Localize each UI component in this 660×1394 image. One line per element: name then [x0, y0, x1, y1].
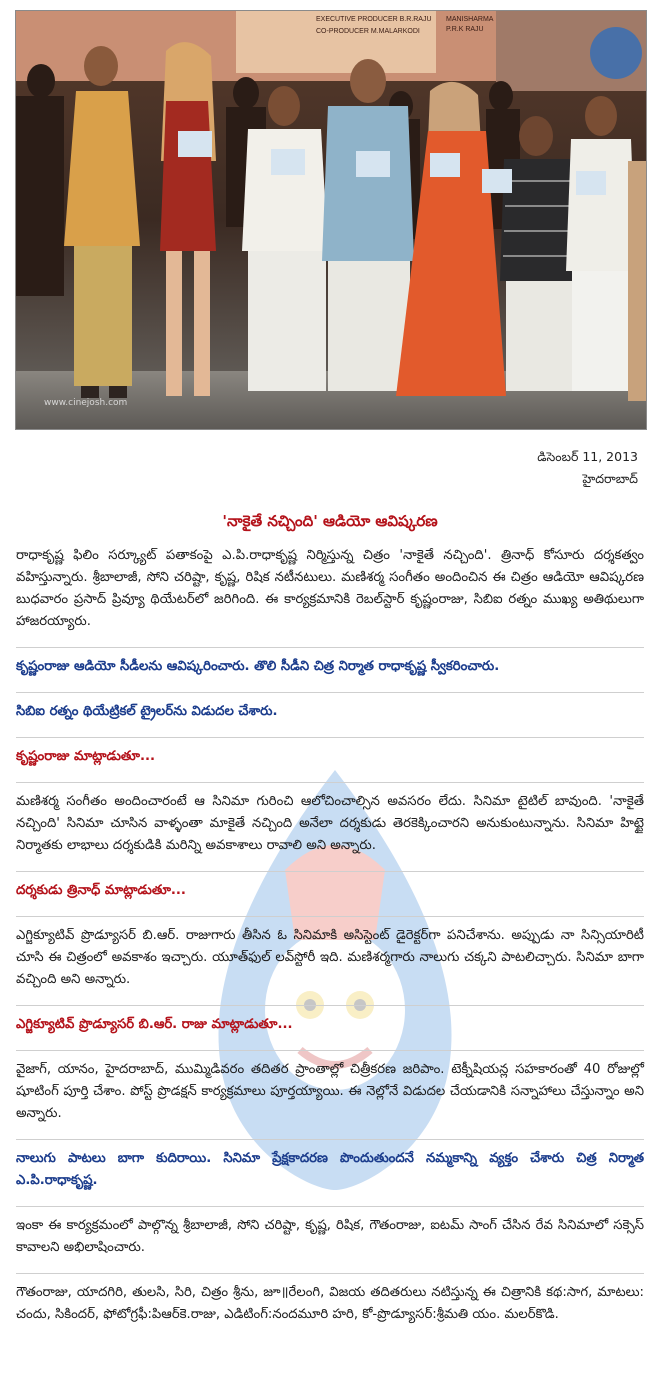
photo-watermark: www.cinejosh.com: [44, 398, 128, 408]
dateline: [537, 446, 638, 490]
article-paragraph-credits: గౌతంరాజు, యాదగిరి, తులసి, సిరి, చిత్రం శ్రీను, జూ॥రేలంగి, విజయ తదితరులు నటిస్తున్న ఈ చిత్రానికి కథ:సాగ, మాటలు: చందు, సికిందర్, ఫోటోగ్రఫీ:పిఆర్‌కె.రాజు, ఎడిటింగ్:నందమూరి హరి, కో-ప్రొడ్యూసర్:శ్రీమతి యం. మలర్‌కొడి.: [16, 1273, 644, 1326]
article-paragraph-songs: నాలుగు పాటలు బాగా కుదిరాయి. సినిమా ప్రేక్షకాదరణ పొందుతుందనే నమ్మకాన్ని వ్యక్తం చేశారు చిత్ర నిర్మాత ఎ.పి.రాధాకృష్ణ.: [16, 1139, 644, 1192]
speech-krishnamraju: మణిశర్మ సంగీతం అందించారంటే ఆ సినిమా గురించి ఆలోచించాల్సిన అవసరం లేదు. సినిమా టైటిల్ బావుంది. 'నాకైతే నచ్చింది' సినిమా చూసిన వాళ్ళంతా మాకైతే నచ్చింది అనేలా దర్శకుడు తెరకెక్కించారని అనుకుంటున్నాను. సినిమా హిట్టై నిర్మాతకు లాభాలు దర్శకుడికి మరిన్ని అవకాశాలు రావాలి అని అన్నారు.: [16, 782, 644, 857]
article-paragraph-intro: రాధాకృష్ణ ఫిలిం సర్క్యూట్ పతాకంపై ఎ.పి.రాధాకృష్ణ నిర్మిస్తున్న చిత్రం 'నాకైతే నచ్చింది'. త్రినాధ్ కోసూరు దర్శకత్వం వహిస్తున్నారు. శ్రీబాలాజీ, సోని చరిష్టా, కృష్ణ, రిషిక నటీనటులు. మణిశర్మ సంగీతం అందించిన ఈ చిత్రం ఆడియో ఆవిష్కరణ బుధవారం ప్రసాద్ ప్రివ్యూ థియేటర్‌లో జరిగింది. ఈ కార్యక్రమానికి రెబల్‌స్టార్ కృష్ణంరాజు, సిబిఐ రత్నం ముఖ్య అతిథులుగా హాజరయ్యారు.: [16, 548, 644, 629]
event-photo: [15, 10, 647, 430]
publish-date: డిసెంబర్ 11, 2013: [537, 449, 638, 464]
svg-text:MANISHARMA: MANISHARMA: [446, 16, 494, 23]
article-headline: 'నాకైతే నచ్చింది' ఆడియో ఆవిష్కరణ: [222, 512, 438, 530]
svg-text:CO-PRODUCER M.MALARKODI: CO-PRODUCER M.MALARKODI: [316, 28, 420, 35]
speaker-heading-producer: ఎగ్జిక్యూటివ్ ప్రొడ్యూసర్ బి.ఆర్. రాజు మాట్లాడుతూ...: [16, 1005, 644, 1036]
article-paragraph-trailer: సిబిఐ రత్నం థియేట్రికల్ ట్రైలర్‌ను విడుదల చేశారు.: [16, 692, 644, 723]
speech-director: ఎగ్జిక్యూటివ్ ప్రొడ్యూసర్ బి.ఆర్. రాజుగారు తీసిన ఓ సినిమాకి అసిస్టెంట్ డైరెక్టర్‌గా పనిచేశాను. అప్పుడు నా సిన్సియారిటీ చూసి ఈ చిత్రంలో అవకాశం ఇచ్చారు. యూత్‌ఫుల్ లవ్‌స్టోరీ ఇది. మణిశర్మగారు నాలుగు చక్కని పాటలిచ్చారు. సినిమా బాగా వచ్చింది అని అన్నారు.: [16, 916, 644, 991]
speaker-heading-director: దర్శకుడు త్రినాధ్ మాట్లాడుతూ...: [16, 871, 644, 902]
svg-text:EXECUTIVE PRODUCER B.R.RAJU: EXECUTIVE PRODUCER B.R.RAJU: [316, 16, 432, 23]
speaker-heading-krishnamraju: కృష్ణంరాజు మాట్లాడుతూ...: [16, 737, 644, 768]
article-paragraph-release: కృష్ణంరాజు ఆడియో సీడీలను ఆవిష్కరించారు. తొలి సీడీని చిత్ర నిర్మాత రాధాకృష్ణ స్వీకరించారు.: [16, 647, 644, 678]
article-body: [16, 545, 644, 1340]
article-paragraph-guests: ఇంకా ఈ కార్యక్రమంలో పాల్గొన్న శ్రీబాలాజీ, సోని చరిష్టా, కృష్ణ, రిషిక, గౌతంరాజు, ఐటమ్ సాంగ్ చేసిన రేవ సినిమాలో సక్సెస్ కావాలని అభిలాషించారు.: [16, 1206, 644, 1259]
publish-place: హైదరాబాద్: [582, 471, 638, 486]
svg-text:P.R.K RAJU: P.R.K RAJU: [446, 26, 484, 33]
speech-producer: వైజాగ్, యానం, హైదరాబాద్, ముమ్మిడివరం తదితర ప్రాంతాల్లో చిత్రీకరణ జరిపాం. టెక్నీషియన్ల సహకారంతో 40 రోజుల్లో షూటింగ్ పూర్తి చేశాం. పోస్ట్ ప్రొడక్షన్ కార్యక్రమాలు పూర్తయ్యాయి. ఈ నెల్లోనే విడుదల చేయడానికి సన్నాహాలు చేస్తున్నాం అని అన్నారు.: [16, 1050, 644, 1125]
